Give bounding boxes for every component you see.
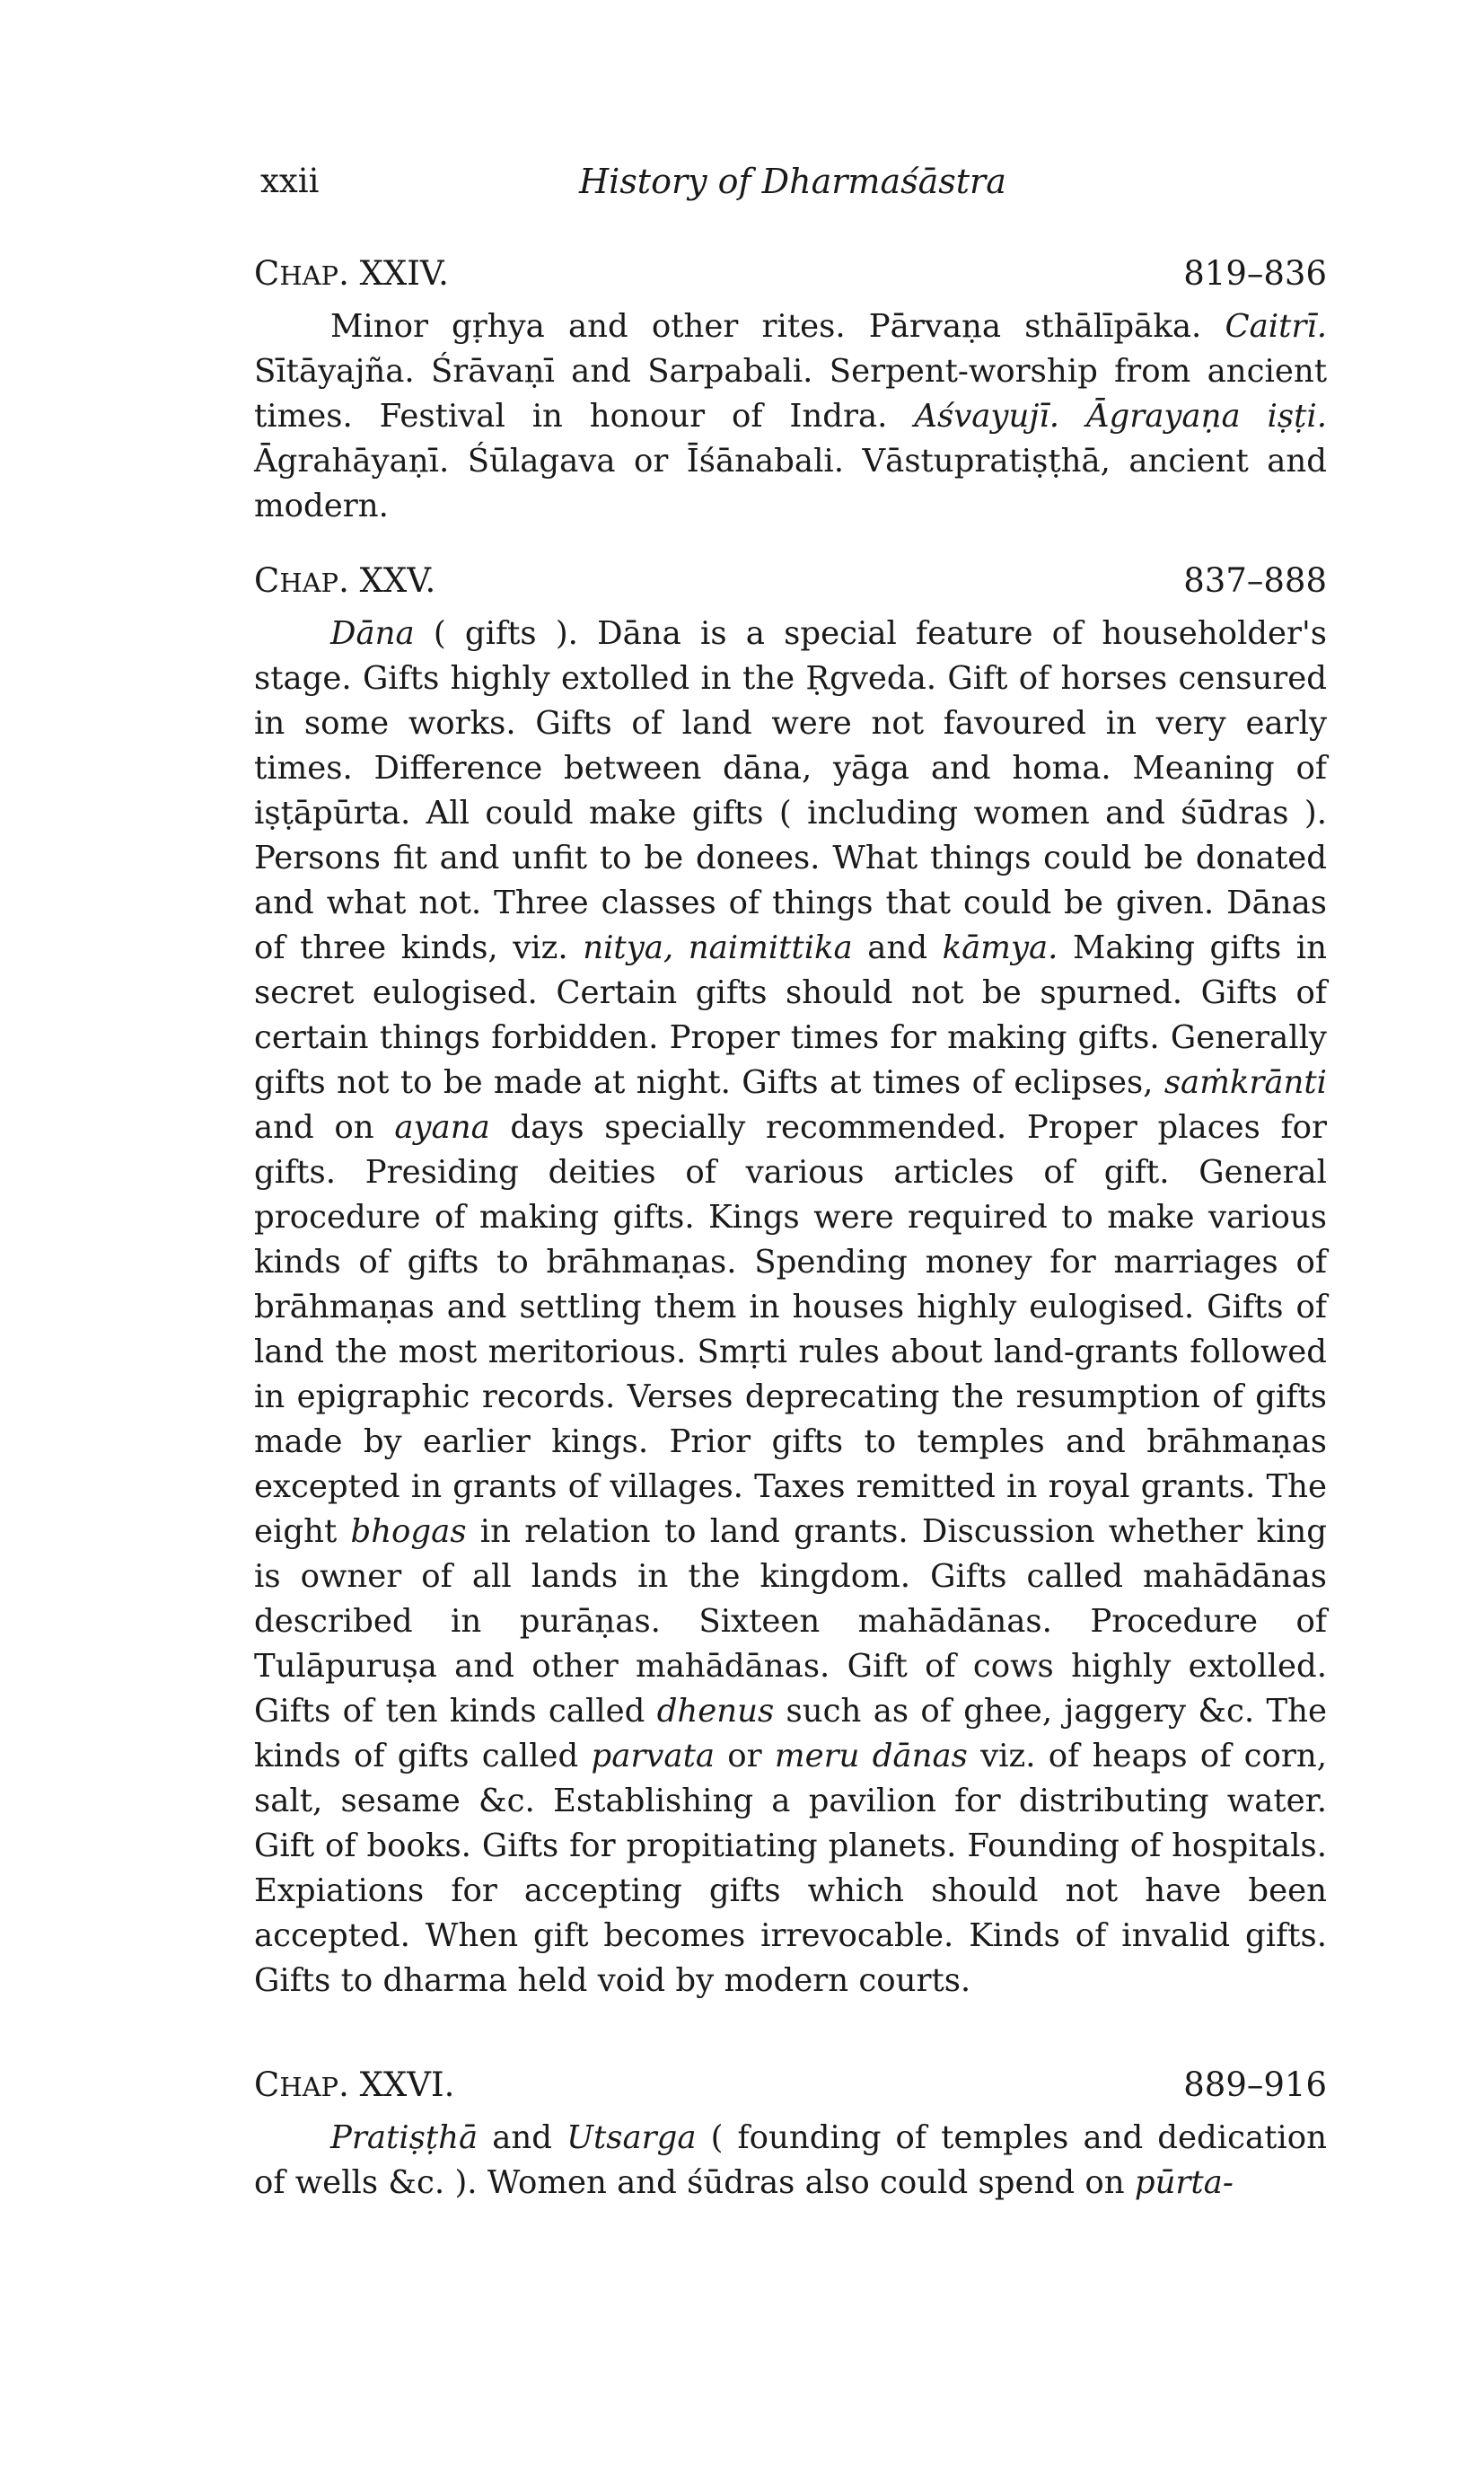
summary-text: Āgrahāyaṇī. Śūlagava or Īśānabali. Vāstupratiṣṭhā, ancient and modern.: [254, 443, 1327, 524]
italic-term: ayana: [394, 1109, 490, 1146]
chapter-page-range: 837–888: [1183, 561, 1327, 600]
running-head: [260, 162, 1320, 207]
italic-term: Caitrī.: [1225, 308, 1327, 345]
summary-text: ( founding of temples and dedication of wells &c. ). Women and śūdras also could spend on: [254, 2119, 1327, 2201]
chapter-page-range: 819–836: [1183, 254, 1327, 293]
summary-text: such as of ghee, jaggery &c. The kinds of gifts called: [254, 1693, 1327, 1774]
italic-term: Pratiṣṭhā: [330, 2119, 479, 2156]
chapter-label: CHAP. XXV.: [254, 561, 436, 600]
summary-text: or: [715, 1738, 775, 1774]
summary-text: ( gifts ). Dāna is a special feature of householder's stage. Gifts highly extolled in the Ṛgveda. Gift of horses censured in some works. Gifts of land were not favoured in very early times. Difference between dāna, yāga and homa. Meaning of iṣṭāpūrta. All could make gifts ( including women and śūdras ). Persons fit and unfit to be donees. What things could be donated and what not. Three classes of things that could be given. Dānas of three kinds, viz.: [254, 615, 1327, 966]
summary-text: days specially recommended. Proper places for gifts. Presiding deities of various articles of gift. General procedure of making gifts. Kings were required to make various kinds of gifts to brāhmaṇas. Spending money for marriages of brāhmaṇas and settling them in houses highly eulogised. Gifts of land the most meritorious. Smṛti rules about land-grants followed in epigraphic records. Verses deprecating the resumption of gifts made by earlier kings. Prior gifts to temples and brāhmaṇas excepted in grants of villages. Taxes remitted in royal grants. The eight: [254, 1109, 1327, 1550]
chapter-26: [254, 2065, 1327, 2206]
chapter-24: [254, 254, 1327, 529]
page-number: xxii: [260, 162, 320, 200]
italic-term: pūrta-: [1134, 2164, 1234, 2201]
chapter-label: CHAP. XXIV.: [254, 254, 449, 293]
italic-term: kāmya.: [942, 929, 1058, 966]
italic-term: dhenus: [656, 1693, 775, 1730]
italic-term: meru dānas: [774, 1738, 968, 1774]
italic-term: saṁkrānti: [1163, 1064, 1327, 1101]
summary-text: and on: [254, 1109, 395, 1146]
chapter-label: CHAP. XXVI.: [254, 2065, 455, 2104]
italic-term: parvata: [591, 1738, 715, 1774]
italic-term: Utsarga: [566, 2119, 697, 2156]
summary-text: viz. of heaps of corn, salt, sesame &c. Establishing a pavilion for distributing water. Gift of books. Gifts for propitiating planets. Founding of hospitals. Expiations for accepting gifts which should not have been accepted. When gift becomes irrevocable. Kinds of invalid gifts. Gifts to dharma held void by modern courts.: [254, 1738, 1327, 1999]
italic-term: Dāna: [330, 615, 415, 652]
book-title: History of Dharmaśāstra: [579, 162, 1006, 201]
chapter-heading: [254, 254, 1327, 304]
summary-text: Making gifts in secret eulogised. Certain gifts should not be spurned. Gifts of certain things forbidden. Proper times for making gifts. Generally gifts not to be made at night. Gifts at times of eclipses,: [254, 929, 1328, 1101]
summary-text: and: [852, 929, 943, 966]
chapter-page-range: 889–916: [1183, 2065, 1327, 2104]
chapter-25: [254, 561, 1327, 2003]
italic-term: nitya, naimittika: [583, 929, 853, 966]
chapter-heading: [254, 561, 1327, 612]
chapter-heading: [254, 2065, 1327, 2116]
italic-term: Aśvayujī. Āgrayaṇa iṣṭi.: [914, 398, 1327, 435]
summary-text: and: [478, 2119, 567, 2156]
summary-text: in relation to land grants. Discussion whether king is owner of all lands in the kingdom. Gifts called mahādānas described in purāṇas. Sixteen mahādānas. Procedure of Tulāpuruṣa and other mahādānas. Gift of cows highly extolled. Gifts of ten kinds called: [254, 1513, 1327, 1730]
chapter-summary: [254, 612, 1327, 2003]
summary-text: Minor gṛhya and other rites. Pārvaṇa sthālīpāka.: [330, 308, 1225, 345]
italic-term: bhogas: [350, 1513, 467, 1550]
chapter-summary: [254, 2116, 1327, 2206]
summary-text: Sītāyajña. Śrāvaṇī and Sarpabali. Serpent-worship from ancient times. Festival in honour of Indra.: [254, 353, 1327, 435]
chapter-summary: [254, 304, 1327, 529]
